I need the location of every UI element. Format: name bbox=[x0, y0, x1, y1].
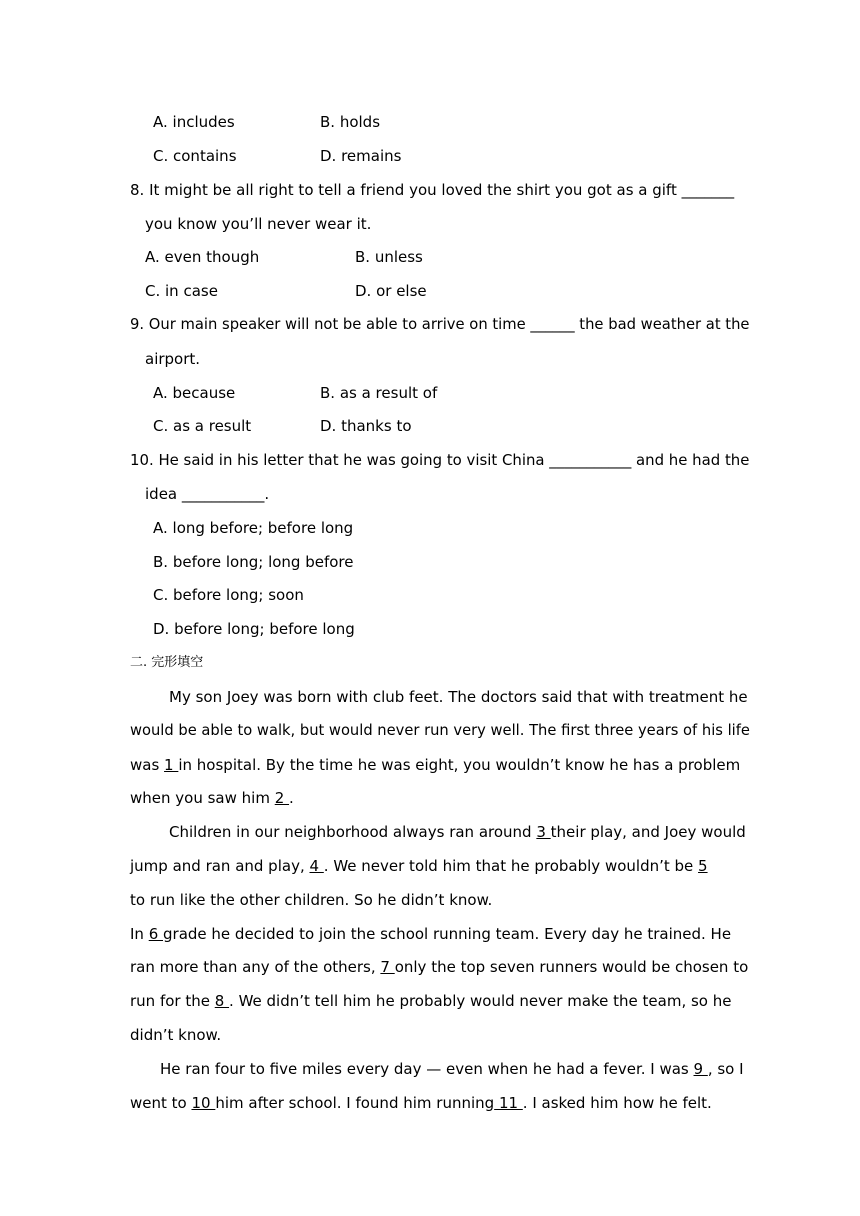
blank-9: 9 bbox=[693, 1060, 708, 1078]
option-d: D. or else bbox=[355, 282, 427, 300]
passage-text: . We didn’t tell him he probably would never make the team, so he bbox=[229, 992, 732, 1010]
question-8-stem: 8. It might be all right to tell a friend you loved the shirt you got as a gift _______ bbox=[130, 181, 735, 199]
passage-text: He ran four to five miles every day — even when he had a fever. I was bbox=[160, 1060, 694, 1078]
passage-text: when you saw him bbox=[130, 789, 275, 807]
passage-text: was bbox=[130, 756, 165, 774]
passage-line: would be able to walk, but would never run very well. The first three years of his life bbox=[130, 722, 750, 739]
passage-text: went to bbox=[130, 1094, 192, 1112]
passage-text: him after school. I found him running bbox=[215, 1094, 495, 1112]
passage-line bbox=[130, 857, 708, 875]
option-b: B. unless bbox=[355, 248, 423, 266]
option-b: B. as a result of bbox=[320, 384, 438, 402]
passage-text: jump and ran and play, bbox=[130, 857, 310, 875]
passage-line bbox=[130, 789, 294, 807]
option-c: C. before long; soon bbox=[153, 586, 304, 604]
option-a: A. includes bbox=[153, 113, 235, 131]
passage-line bbox=[130, 958, 748, 976]
passage-line bbox=[169, 823, 746, 841]
option-b: B. before long; long before bbox=[153, 553, 354, 571]
passage-text: Children in our neighborhood always ran around bbox=[169, 823, 537, 841]
option-d: D. before long; before long bbox=[153, 620, 355, 638]
passage-text: only the top seven runners would be chosen to bbox=[394, 958, 749, 976]
passage-text: . bbox=[289, 789, 294, 807]
passage-line: to run like the other children. So he didn’t know. bbox=[130, 891, 493, 909]
blank-6: 6 bbox=[148, 925, 164, 943]
option-a: A. even though bbox=[145, 248, 260, 266]
passage-text: , so I bbox=[707, 1060, 744, 1078]
blank-11: 11 bbox=[494, 1094, 523, 1112]
passage-text: run for the bbox=[130, 992, 215, 1010]
passage-line bbox=[160, 1060, 744, 1078]
blank-4: 4 bbox=[309, 857, 324, 875]
passage-line: didn’t know. bbox=[130, 1026, 222, 1044]
option-b: B. holds bbox=[320, 113, 381, 131]
option-d: D. remains bbox=[320, 147, 402, 165]
option-d: D. thanks to bbox=[320, 417, 412, 435]
option-c: C. as a result bbox=[153, 417, 252, 435]
blank-7: 7 bbox=[380, 958, 395, 976]
blank-10: 10 bbox=[191, 1094, 216, 1112]
blank-3: 3 bbox=[536, 823, 551, 841]
question-10-stem: 10. He said in his letter that he was going to visit China ___________ and he had the bbox=[130, 451, 750, 469]
passage-line: My son Joey was born with club feet. The doctors said that with treatment he bbox=[169, 688, 748, 706]
question-8-stem-continued: you know you’ll never wear it. bbox=[145, 215, 372, 233]
option-c: C. in case bbox=[145, 282, 218, 300]
blank-5: 5 bbox=[698, 857, 708, 875]
passage-text: their play, and Joey would bbox=[550, 823, 746, 841]
passage-line bbox=[130, 1094, 712, 1112]
question-10-stem-continued: idea ___________. bbox=[145, 485, 270, 503]
question-9-stem-continued: airport. bbox=[145, 350, 201, 368]
passage-text: ran more than any of the others, bbox=[130, 958, 381, 976]
passage-text: In bbox=[130, 925, 149, 943]
blank-8: 8 bbox=[214, 992, 230, 1010]
question-9-stem: 9. Our main speaker will not be able to arrive on time ______ the bad weather at the bbox=[130, 316, 750, 333]
passage-line bbox=[130, 925, 731, 943]
option-a: A. because bbox=[153, 384, 236, 402]
passage-text: in hospital. By the time he was eight, you wouldn’t know he has a problem bbox=[178, 756, 741, 774]
option-a: A. long before; before long bbox=[153, 519, 354, 537]
passage-text: . We never told him that he probably wouldn’t be bbox=[323, 857, 699, 875]
passage-text: . I asked him how he felt. bbox=[522, 1094, 712, 1112]
passage-text: grade he decided to join the school running team. Every day he trained. He bbox=[163, 925, 732, 943]
passage-line bbox=[130, 756, 740, 774]
option-c: C. contains bbox=[153, 147, 237, 165]
passage-line bbox=[130, 992, 732, 1010]
section-heading: 二. 完形填空 bbox=[130, 655, 204, 670]
blank-1: 1 bbox=[164, 756, 179, 774]
blank-2: 2 bbox=[274, 789, 290, 807]
